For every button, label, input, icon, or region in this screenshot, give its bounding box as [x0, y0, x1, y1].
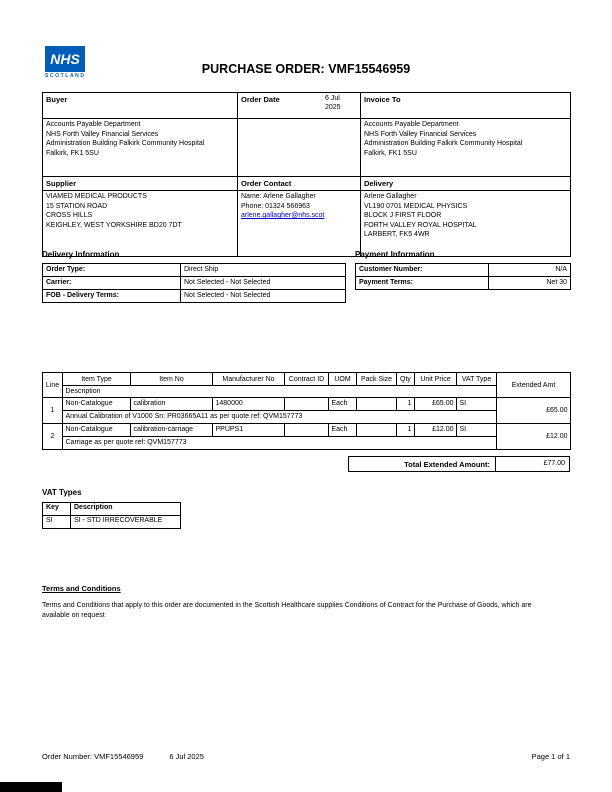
order-date-value: 6 Jul 2025: [325, 95, 341, 111]
payment-information-table: [355, 263, 571, 290]
info-value: N/A: [489, 264, 571, 277]
order-contact-header: Order Contact: [238, 177, 361, 191]
line-items-table: [42, 372, 571, 450]
invoice-to-header: Invoice To: [361, 93, 571, 119]
invoice-address-line: NHS Forth Valley Financial Services: [364, 130, 477, 138]
description-cell: Annual Calibration of V1000 Sn: PR03665A11 as per quote ref: QVM157773: [63, 411, 497, 424]
total-extended-amount-row: [42, 456, 570, 472]
info-label: Customer Number:: [356, 264, 489, 277]
delivery-address-line: BLOCK J FIRST FLOOR: [364, 212, 442, 219]
table-row-description: [43, 437, 571, 450]
vat-description-cell: SI - STD IRRECOVERABLE: [71, 516, 181, 529]
item-type-cell: Non-Catalogue: [63, 424, 131, 437]
info-value: Net 30: [489, 277, 571, 290]
col-header-item-type: Item Type: [63, 373, 131, 386]
invoice-address-line: Administration Building Falkirk Community Hospital: [364, 140, 523, 147]
buyer-header: Buyer: [43, 93, 238, 119]
page-footer: [42, 752, 570, 761]
invoice-address-line: Falkirk, FK1 5SU: [364, 149, 417, 157]
supplier-address-line: KEIGHLEY, WEST YORKSHIRE BD20 7DT: [46, 221, 182, 229]
vat-types-heading: VAT Types: [42, 488, 82, 497]
delivery-address: [361, 191, 571, 257]
buyer-address-line: Falkirk, FK1 5SU: [46, 149, 99, 157]
invoice-address-line: Accounts Payable Department: [364, 121, 459, 128]
info-value: Not Selected - Not Selected: [181, 277, 346, 290]
col-header-manufacturer-no: Manufacturer No: [213, 373, 285, 386]
delivery-information-table: [42, 263, 346, 303]
qty-cell: 1: [397, 398, 415, 411]
terms-body: Terms and Conditions that apply to this order are documented in the Scottish Healthcare supplies Conditions of Contract for the Purchase of Goods, which are available on request: [42, 602, 532, 619]
info-label: Carrier:: [43, 277, 181, 290]
contract-id-cell: [285, 424, 329, 437]
payment-information-heading: Payment Information: [355, 250, 435, 259]
pack-size-cell: [357, 424, 397, 437]
line-number: 1: [43, 398, 63, 424]
col-header-vat-type: VAT Type: [457, 373, 497, 386]
extended-amt-cell: £12.00: [497, 424, 571, 450]
vat-key-header: Key: [43, 503, 71, 516]
line-items-section: [42, 372, 571, 472]
table-row: [43, 424, 571, 437]
buyer-address-line: Administration Building Falkirk Community Hospital: [46, 140, 205, 147]
vat-types-table: [42, 502, 181, 529]
info-label: Order Type:: [43, 264, 181, 277]
item-no-cell: calibration: [131, 398, 213, 411]
item-type-cell: Non-Catalogue: [63, 398, 131, 411]
delivery-address-line: Arlene Gallagher: [364, 193, 417, 200]
unit-price-cell: £65.00: [415, 398, 457, 411]
pack-size-cell: [357, 398, 397, 411]
terms-heading: Terms and Conditions: [42, 584, 121, 593]
nhs-logo-subtext: SCOTLAND: [45, 73, 86, 79]
supplier-address-line: 15 STATION ROAD: [46, 202, 108, 210]
delivery-header: Delivery: [361, 177, 571, 191]
contact-name: Name: Arlene Gallagher: [241, 193, 316, 200]
unit-price-cell: £12.00: [415, 424, 457, 437]
line-number: 2: [43, 424, 63, 450]
contact-email-link[interactable]: arlene.gallagher@nhs.scot: [241, 212, 325, 219]
item-no-cell: calibration-carriage: [131, 424, 213, 437]
order-header-table: [42, 92, 571, 257]
col-header-unit-price: Unit Price: [415, 373, 457, 386]
footer-date: 6 Jul 2025: [169, 752, 204, 761]
footer-page-number: Page 1 of 1: [531, 752, 570, 761]
delivery-address-line: LARBERT, FK5 4WR: [364, 231, 430, 238]
order-date-cell: [238, 93, 361, 119]
manufacturer-no-cell: PPUPS1: [213, 424, 285, 437]
scan-artifact-bar: [0, 782, 62, 792]
uom-cell: Each: [329, 398, 357, 411]
vat-description-header: Description: [71, 503, 181, 516]
info-label: Payment Terms:: [356, 277, 489, 290]
payment-information-section: [355, 250, 571, 290]
info-value: Not Selected - Not Selected: [181, 290, 346, 303]
order-date-label: Order Date: [241, 95, 280, 104]
vat-type-cell: SI: [457, 424, 497, 437]
col-header-uom: UOM: [329, 373, 357, 386]
vat-type-cell: SI: [457, 398, 497, 411]
buyer-address-line: Accounts Payable Department: [46, 121, 141, 128]
contact-phone: Phone: 01324 566963: [241, 202, 310, 210]
delivery-address-line: FORTH VALLEY ROYAL HOSPITAL: [364, 221, 477, 229]
col-header-description: Description: [63, 386, 497, 398]
terms-section: [42, 584, 547, 620]
order-contact-details: [238, 191, 361, 257]
col-header-pack-size: Pack Size: [357, 373, 397, 386]
supplier-address-line: VIAMED MEDICAL PRODUCTS: [46, 193, 147, 200]
manufacturer-no-cell: 1480000: [213, 398, 285, 411]
info-label: FOB - Delivery Terms:: [43, 290, 181, 303]
contract-id-cell: [285, 398, 329, 411]
extended-amt-cell: £65.00: [497, 398, 571, 424]
col-header-contract-id: Contract ID: [285, 373, 329, 386]
delivery-information-heading: Delivery Information: [42, 250, 120, 259]
page-title: PURCHASE ORDER: VMF15546959: [201, 62, 411, 76]
info-value: Direct Ship: [181, 264, 346, 277]
invoice-address: [361, 119, 571, 177]
uom-cell: Each: [329, 424, 357, 437]
supplier-header: Supplier: [43, 177, 238, 191]
table-row-description: [43, 411, 571, 424]
col-header-extended-amt: Extended Amt: [497, 373, 571, 398]
supplier-address-line: CROSS HILLS: [46, 212, 93, 219]
buyer-address-line: NHS Forth Valley Financial Services: [46, 130, 159, 138]
delivery-address-line: VL190 0701 MEDICAL PHYSICS: [364, 202, 468, 210]
order-header-section: [42, 92, 571, 257]
col-header-item-no: Item No: [131, 373, 213, 386]
vat-key-cell: SI: [43, 516, 71, 529]
vat-types-section: [42, 488, 181, 529]
description-cell: Carriage as per quote ref: QVM157773: [63, 437, 497, 450]
col-header-line: Line: [43, 373, 63, 398]
col-header-qty: Qty: [397, 373, 415, 386]
footer-order-number: Order Number: VMF15546959: [42, 752, 144, 761]
nhs-logo-text: NHS: [50, 51, 80, 67]
qty-cell: 1: [397, 424, 415, 437]
supplier-address: [43, 191, 238, 257]
buyer-address: [43, 119, 238, 177]
total-extended-amount-value: £77.00: [496, 456, 570, 472]
order-date-empty-cell: [238, 119, 361, 177]
delivery-information-section: [42, 250, 346, 303]
table-row: [43, 516, 181, 529]
table-row: [43, 398, 571, 411]
total-extended-amount-label: Total Extended Amount:: [348, 456, 496, 472]
